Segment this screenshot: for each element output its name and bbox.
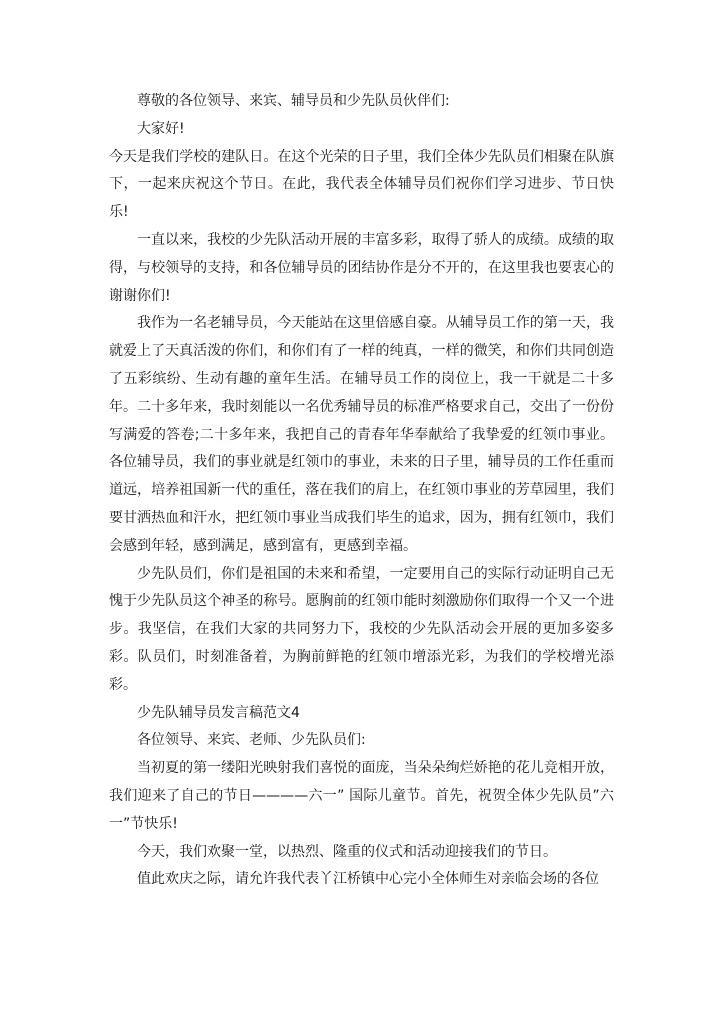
salutation: 尊敬的各位领导、来宾、辅导员和少先队员伙伴们:	[137, 93, 450, 109]
paragraph-young-pioneers: 少先队员们，你们是祖国的未来和希望，一定要用自己的实际行动证明自己无愧于少先队员这个神圣的称号。愿胸前的红领巾能时刻激励你们取得一个又一个进步。我坚信，在我们大家的共同努力下，我校的少先队活动会开展的更加多姿多彩。队员们，时刻准备着，为胸前鲜艳的红领巾增添光彩，为我们的学校增光添彩。	[109, 565, 614, 693]
greeting: 大家好!	[137, 120, 185, 137]
paragraph-achievements: 一直以来，我校的少先队活动开展的丰富多彩，取得了骄人的成绩。成绩的取得，与校领导的支持，和各位辅导员的团结协作是分不开的，在这里我也要衷心的谢谢你们!	[109, 231, 614, 304]
paragraph-veteran-counselor: 我作为一名老辅导员，今天能站在这里倍感自豪。从辅导员工作的第一天，我就爱上了天真活泼的你们，和你们有了一样的纯真，一样的微笑，和你们共同创造了五彩缤纷、生动有趣的童年生活。在辅导员工作的岗位上，我一干就是二十多年。二十多年来，我时刻能以一名优秀辅导员的标准严格要求自己，交出了一份份写满爱的答卷;二十多年来，我把自己的青春年华奉献给了我挚爱的红领巾事业。各位辅导员，我们的事业就是红领巾的事业，未来的日子里，辅导员的工作任重而道远，培养祖国新一代的重任，落在我们的肩上，在红领巾事业的芳草园里，我们要甘洒热血和汗水，把红领巾事业当成我们毕生的追求，因为，拥有红领巾，我们会感到年轻，感到满足，感到富有，更感到幸福。	[109, 315, 614, 554]
salutation-2: 各位领导、来宾、老师、少先队员们:	[137, 732, 366, 749]
section-heading: 少先队辅导员发言稿范文4	[137, 704, 300, 721]
paragraph-closing-partial: 值此欢庆之际，请允许我代表丫江桥镇中心完小全体师生对亲临会场的各位	[137, 871, 599, 888]
paragraph-gathering: 今天，我们欢聚一堂，以热烈、隆重的仪式和活动迎接我们的节日。	[137, 843, 557, 860]
paragraph-childrens-day: 当初夏的第一缕阳光映射我们喜悦的面庞，当朵朵绚烂娇艳的花儿竞相开放，我们迎来了自己的节日————六一” 国际儿童节。首先，祝贺全体少先队员”六一”节快乐!	[109, 760, 614, 832]
document-body	[109, 88, 614, 894]
paragraph-founding-day: 今天是我们学校的建队日。在这个光荣的日子里，我们全体少先队员们相聚在队旗下，一起来庆祝这个节日。在此，我代表全体辅导员们祝你们学习进步、节日快乐!	[109, 148, 614, 221]
